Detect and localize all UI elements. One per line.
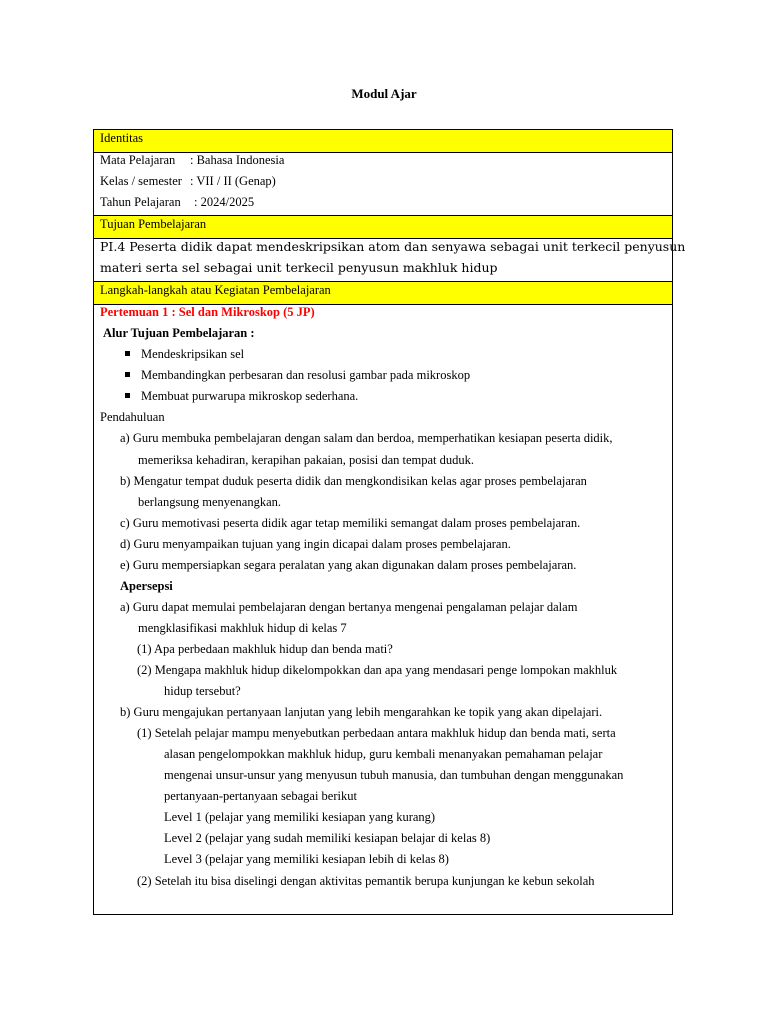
step-a-line-1: a) Guru membuka pembelajaran dengan salam dan berdoa, memperhatikan kesiapan peserta didik,: [120, 431, 613, 445]
question-1: (1) Apa perbedaan makhluk hidup dan benda mati?: [137, 642, 393, 656]
bullet-icon: [125, 351, 130, 356]
langkah-header-label: Langkah-langkah atau Kegiatan Pembelajaran: [100, 283, 331, 297]
tujuan-line-1: PI.4 Peserta didik dapat mendeskripsikan atom dan senyawa sebagai unit terkecil penyusun: [100, 239, 686, 254]
alur-title: Alur Tujuan Pembelajaran :: [103, 326, 255, 340]
bullet-icon: [125, 372, 130, 377]
sub-1-line-3: mengenai unsur-unsur yang menyusun tubuh manusia, dan tumbuhan dengan menggunakan: [164, 768, 624, 782]
tujuan-header-label: Tujuan Pembelajaran: [100, 217, 207, 231]
apersepsi-heading: Apersepsi: [120, 579, 173, 593]
mapel-value: : Bahasa Indonesia: [190, 153, 285, 167]
tujuan-line-2: materi serta sel sebagai unit terkecil penyusun makhluk hidup: [100, 260, 498, 275]
question-2-line-1: (2) Mengapa makhluk hidup dikelompokkan dan apa yang mendasari penge lompokan makhluk: [137, 663, 618, 677]
step-a-line-2: memeriksa kehadiran, kerapihan pakaian, posisi dan tempat duduk.: [138, 453, 475, 467]
kelas-label: Kelas / semester: [100, 174, 182, 188]
tujuan-header: [94, 216, 672, 239]
sub-2: (2) Setelah itu bisa diselingi dengan aktivitas pemantik berupa kunjungan ke kebun sekolah: [137, 874, 595, 888]
step-c: c) Guru memotivasi peserta didik agar tetap memiliki semangat dalam proses pembelajaran.: [120, 516, 581, 530]
alur-item: Membandingkan perbesaran dan resolusi gambar pada mikroskop: [141, 368, 471, 382]
kelas-value: : VII / II (Genap): [190, 174, 276, 188]
level-1: Level 1 (pelajar yang memiliki kesiapan yang kurang): [164, 810, 436, 824]
step-d: d) Guru menyampaikan tujuan yang ingin dicapai dalam proses pembelajaran.: [120, 537, 511, 551]
identitas-header-label: Identitas: [100, 131, 144, 145]
step-e: e) Guru mempersiapkan segara peralatan yang akan digunakan dalam proses pembelajaran.: [120, 558, 577, 572]
tahun-value: : 2024/2025: [194, 195, 255, 209]
apersepsi-a-line-1: a) Guru dapat memulai pembelajaran dengan bertanya mengenai pengalaman pelajar dalam: [120, 600, 578, 614]
question-2-line-2: hidup tersebut?: [164, 684, 241, 698]
level-3: Level 3 (pelajar yang memiliki kesiapan lebih di kelas 8): [164, 852, 449, 866]
tahun-label: Tahun Pelajaran: [100, 195, 181, 209]
pertemuan-heading: Pertemuan 1 : Sel dan Mikroskop (5 JP): [100, 305, 315, 319]
sub-1-line-4: pertanyaan-pertanyaan sebagai berikut: [164, 789, 357, 803]
alur-item: Mendeskripsikan sel: [141, 347, 245, 361]
apersepsi-a-line-2: mengklasifikasi makhluk hidup di kelas 7: [138, 621, 347, 635]
sub-1-line-1: (1) Setelah pelajar mampu menyebutkan perbedaan antara makhluk hidup dan benda mati, serta: [137, 726, 616, 740]
pendahuluan-heading: Pendahuluan: [100, 410, 165, 424]
step-b-line-2: berlangsung menyenangkan.: [138, 495, 282, 509]
langkah-header: [94, 282, 672, 305]
mapel-label: Mata Pelajaran: [100, 153, 176, 167]
document-title: Modul Ajar: [351, 86, 417, 101]
alur-item: Membuat purwarupa mikroskop sederhana.: [141, 389, 359, 403]
step-b-line-1: b) Mengatur tempat duduk peserta didik dan mengkondisikan kelas agar proses pembelajaran: [120, 474, 587, 488]
sub-1-line-2: alasan pengelompokkan makhluk hidup, guru kembali menanyakan pemahaman pelajar: [164, 747, 603, 761]
module-table: [93, 129, 686, 915]
level-2: Level 2 (pelajar yang sudah memiliki kesiapan belajar di kelas 8): [164, 831, 491, 845]
apersepsi-b: b) Guru mengajukan pertanyaan lanjutan yang lebih mengarahkan ke topik yang akan dipelajari.: [120, 705, 603, 719]
bullet-icon: [125, 393, 130, 398]
identitas-header: [94, 130, 672, 153]
